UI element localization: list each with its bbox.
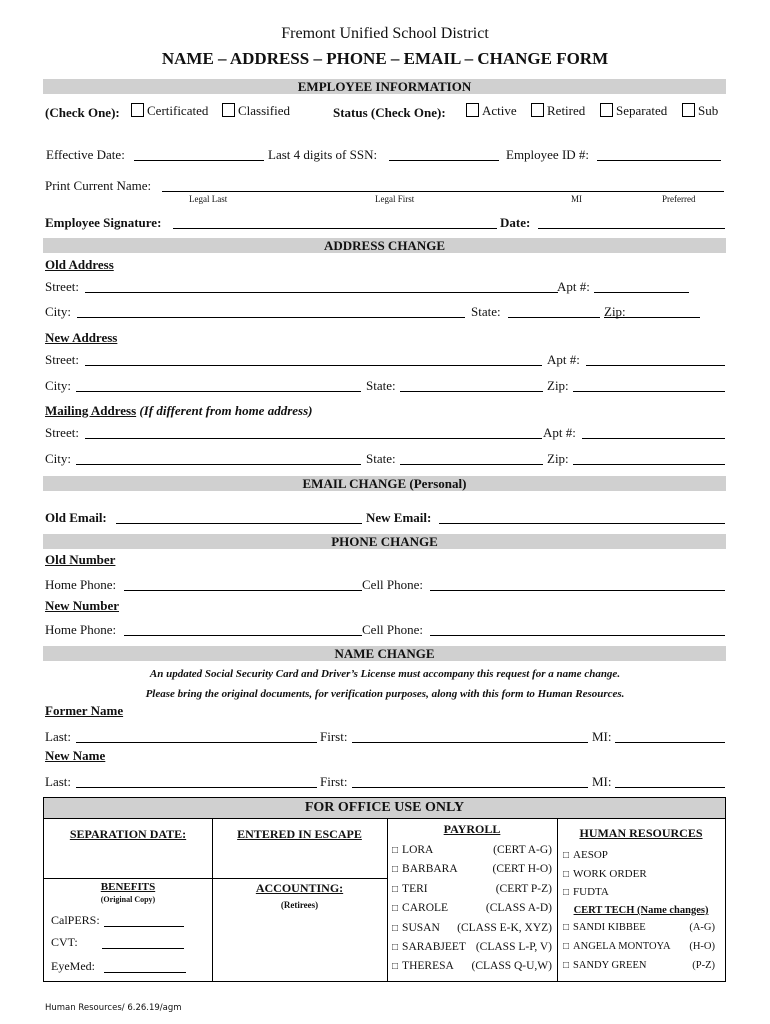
office-use-table bbox=[43, 797, 726, 982]
print-name-field[interactable] bbox=[162, 191, 724, 192]
new-number-heading: New Number bbox=[45, 598, 120, 613]
mi-caption: MI bbox=[571, 194, 582, 204]
name-change-note-2: Please bring the original documents, for verification purposes, along with this form to Human Resources. bbox=[145, 688, 625, 700]
payroll-item-teri-range: (CERT P-Z) bbox=[495, 882, 552, 895]
old-address-heading: Old Address bbox=[45, 257, 114, 272]
payroll-item-sarabjeet-label: SARABJEET bbox=[402, 941, 466, 953]
entered-in-escape-label: ENTERED IN ESCAPE bbox=[237, 827, 362, 841]
payroll-item-carole[interactable] bbox=[392, 902, 552, 914]
new-email-field[interactable] bbox=[439, 523, 725, 524]
new-apt-field[interactable] bbox=[586, 365, 725, 366]
payroll-item-sarabjeet-range: (CLASS L-P, V) bbox=[475, 941, 552, 953]
new-city-field[interactable] bbox=[76, 391, 361, 392]
accounting-heading: ACCOUNTING: bbox=[255, 881, 344, 895]
new-home-phone-field[interactable] bbox=[124, 635, 362, 636]
payroll-item-carole-label: CAROLE bbox=[402, 902, 449, 915]
preferred-caption: Preferred bbox=[662, 194, 696, 204]
new-street-label: Street: bbox=[45, 352, 79, 367]
mailing-apt-label: Apt #: bbox=[543, 425, 576, 440]
footer-text: Human Resources/ 6.26.19/agm bbox=[45, 1003, 182, 1013]
payroll-item-susan-label: SUSAN bbox=[402, 921, 440, 934]
employee-id-label: Employee ID #: bbox=[506, 147, 590, 162]
signature-date-label: Date: bbox=[500, 215, 531, 230]
former-last-label: Last: bbox=[45, 729, 71, 744]
payroll-item-lora-range: (CERT A-G) bbox=[493, 844, 552, 856]
new-street-field[interactable] bbox=[85, 365, 542, 366]
old-cell-phone-field[interactable] bbox=[430, 590, 725, 591]
mailing-apt-field[interactable] bbox=[582, 438, 725, 439]
mailing-state-label: State: bbox=[366, 451, 396, 466]
hr-item-fudta[interactable] bbox=[563, 886, 723, 898]
cert-tech-item-sandi-kibbee-label: SANDI KIBBEE bbox=[573, 922, 646, 933]
cert-tech-item-angela-montoya[interactable] bbox=[563, 941, 715, 952]
payroll-item-theresa-range: (CLASS Q-U,W) bbox=[471, 960, 552, 973]
former-first-field[interactable] bbox=[352, 742, 588, 743]
mailing-address-note: (If different from home address) bbox=[139, 403, 313, 418]
cert-tech-item-sandy-green[interactable] bbox=[563, 960, 715, 971]
former-mi-field[interactable] bbox=[615, 742, 725, 743]
payroll-item-susan-range: (CLASS E-K, XYZ) bbox=[457, 921, 552, 934]
hr-item-fudta-label: FUDTA bbox=[573, 886, 609, 898]
mailing-city-label: City: bbox=[45, 451, 72, 466]
old-apt-field[interactable] bbox=[594, 292, 689, 293]
mailing-state-field[interactable] bbox=[400, 464, 543, 465]
classified-option[interactable] bbox=[222, 103, 290, 119]
cert-tech-heading: CERT TECH (Name changes) bbox=[573, 905, 709, 916]
separated-checkbox[interactable] bbox=[600, 103, 613, 117]
name-change-band: NAME CHANGE bbox=[43, 646, 726, 661]
old-state-label: State: bbox=[471, 304, 501, 319]
district-title: Fremont Unified School District bbox=[281, 25, 489, 42]
email-change-band: EMAIL CHANGE (Personal) bbox=[43, 476, 726, 491]
cert-tech-item-angela-montoya-label: ANGELA MONTOYA bbox=[573, 941, 671, 952]
payroll-item-carole-range: (CLASS A-D) bbox=[485, 902, 552, 915]
status-label: Status (Check One): bbox=[333, 105, 446, 120]
active-label: Active bbox=[482, 103, 517, 118]
hr-heading: HUMAN RESOURCES bbox=[579, 826, 703, 840]
old-home-phone-label: Home Phone: bbox=[45, 577, 117, 592]
new-apt-label: Apt #: bbox=[547, 352, 580, 367]
sub-checkbox[interactable] bbox=[682, 103, 695, 117]
new-city-label: City: bbox=[45, 378, 72, 393]
cvt-label: CVT: bbox=[51, 935, 78, 949]
old-zip-field[interactable] bbox=[604, 317, 700, 318]
hr-item-aesop[interactable] bbox=[563, 849, 723, 861]
payroll-item-susan[interactable] bbox=[392, 922, 552, 934]
certificated-option[interactable] bbox=[131, 103, 208, 119]
signature-label: Employee Signature: bbox=[45, 215, 162, 230]
cert-tech-item-sandi-kibbee-range: (A-G) bbox=[689, 922, 715, 933]
mailing-street-label: Street: bbox=[45, 425, 79, 440]
hr-item-work-order[interactable] bbox=[563, 868, 723, 880]
new-name-heading: New Name bbox=[45, 748, 106, 763]
payroll-item-sarabjeet[interactable] bbox=[392, 941, 552, 953]
cert-tech-item-angela-montoya-range: (H-O) bbox=[689, 941, 715, 952]
payroll-item-lora-label: LORA bbox=[402, 844, 434, 856]
benefits-subheading: (Original Copy) bbox=[100, 895, 156, 904]
name-change-note-1: An updated Social Security Card and Driver’s License must accompany this request for a name change. bbox=[149, 668, 621, 680]
new-last-field[interactable] bbox=[76, 787, 317, 788]
sub-option[interactable] bbox=[682, 103, 718, 119]
calpers-field[interactable] bbox=[104, 926, 184, 927]
new-home-phone-label: Home Phone: bbox=[45, 622, 117, 637]
certificated-checkbox[interactable] bbox=[131, 103, 144, 117]
new-cell-phone-label: Cell Phone: bbox=[362, 622, 424, 637]
new-mi-label: MI: bbox=[592, 774, 612, 789]
payroll-item-barbara[interactable] bbox=[392, 863, 552, 875]
old-city-label: City: bbox=[45, 304, 72, 319]
sub-label: Sub bbox=[698, 103, 719, 118]
legal-last-caption: Legal Last bbox=[189, 194, 228, 204]
phone-change-band: PHONE CHANGE bbox=[43, 534, 726, 549]
benefits-heading: BENEFITS bbox=[100, 881, 156, 893]
cert-tech-item-sandi-kibbee[interactable] bbox=[563, 922, 715, 933]
old-email-field[interactable] bbox=[116, 523, 362, 524]
form-title: NAME – ADDRESS – PHONE – EMAIL – CHANGE FORM bbox=[161, 49, 609, 68]
payroll-item-theresa-label: THERESA bbox=[402, 960, 454, 973]
mailing-zip-field[interactable] bbox=[573, 464, 725, 465]
former-mi-label: MI: bbox=[592, 729, 612, 744]
payroll-heading: PAYROLL bbox=[443, 822, 501, 836]
new-last-label: Last: bbox=[45, 774, 71, 789]
old-zip-label: Zip: bbox=[604, 304, 626, 319]
new-mi-field[interactable] bbox=[615, 787, 725, 788]
new-state-field[interactable] bbox=[400, 391, 543, 392]
old-email-label: Old Email: bbox=[45, 510, 107, 525]
legal-first-caption: Legal First bbox=[375, 194, 415, 204]
active-option[interactable] bbox=[466, 103, 517, 119]
effective-date-field[interactable] bbox=[134, 160, 264, 161]
new-zip-label: Zip: bbox=[547, 378, 569, 393]
new-cell-phone-field[interactable] bbox=[430, 635, 725, 636]
former-name-heading: Former Name bbox=[45, 703, 124, 718]
classified-label: Classified bbox=[238, 103, 290, 118]
office-use-title: FOR OFFICE USE ONLY bbox=[44, 798, 725, 819]
signature-field[interactable] bbox=[173, 228, 497, 229]
mailing-zip-label: Zip: bbox=[547, 451, 569, 466]
cert-tech-item-sandy-green-label: SANDY GREEN bbox=[573, 960, 647, 971]
new-first-field[interactable] bbox=[352, 787, 588, 788]
employee-id-field[interactable] bbox=[597, 160, 721, 161]
new-state-label: State: bbox=[366, 378, 396, 393]
old-city-field[interactable] bbox=[77, 317, 465, 318]
mailing-street-field[interactable] bbox=[85, 438, 542, 439]
active-checkbox[interactable] bbox=[466, 103, 479, 117]
new-zip-field[interactable] bbox=[573, 391, 725, 392]
effective-date-label: Effective Date: bbox=[46, 147, 125, 162]
payroll-item-barbara-range: (CERT H-O) bbox=[492, 863, 552, 876]
separated-label: Separated bbox=[616, 103, 668, 118]
cert-tech-item-sandy-green-range: (P-Z) bbox=[692, 960, 715, 971]
payroll-item-teri[interactable] bbox=[392, 883, 552, 895]
mailing-address-title: Mailing Address bbox=[45, 403, 137, 418]
old-street-field[interactable] bbox=[85, 292, 558, 293]
payroll-item-theresa[interactable] bbox=[392, 960, 552, 972]
eyemed-label: EyeMed: bbox=[51, 959, 95, 973]
old-cell-phone-label: Cell Phone: bbox=[362, 577, 424, 592]
classified-checkbox[interactable] bbox=[222, 103, 235, 117]
certificated-label: Certificated bbox=[147, 103, 209, 118]
separated-option[interactable] bbox=[600, 103, 667, 119]
mailing-city-field[interactable] bbox=[76, 464, 361, 465]
new-address-heading: New Address bbox=[45, 330, 118, 345]
mailing-address-heading bbox=[45, 403, 312, 419]
retired-option[interactable] bbox=[531, 103, 585, 119]
old-street-label: Street: bbox=[45, 279, 79, 294]
payroll-item-teri-label: TERI bbox=[402, 882, 428, 895]
accounting-subheading: (Retirees) bbox=[280, 900, 319, 910]
separation-date-label: SEPARATION DATE: bbox=[69, 827, 187, 841]
old-number-heading: Old Number bbox=[45, 552, 116, 567]
former-last-field[interactable] bbox=[76, 742, 317, 743]
signature-date-field[interactable] bbox=[538, 228, 725, 229]
hr-item-work-order-label: WORK ORDER bbox=[573, 867, 647, 880]
former-first-label: First: bbox=[320, 729, 348, 744]
old-state-field[interactable] bbox=[508, 317, 600, 318]
print-name-label: Print Current Name: bbox=[45, 178, 152, 193]
cvt-field[interactable] bbox=[102, 948, 184, 949]
eyemed-field[interactable] bbox=[104, 972, 186, 973]
old-home-phone-field[interactable] bbox=[124, 590, 362, 591]
check-one-label: (Check One): bbox=[45, 105, 120, 120]
ssn-label: Last 4 digits of SSN: bbox=[268, 147, 378, 162]
employee-info-band: EMPLOYEE INFORMATION bbox=[43, 79, 726, 94]
address-change-band: ADDRESS CHANGE bbox=[43, 238, 726, 253]
payroll-item-lora[interactable] bbox=[392, 844, 552, 856]
new-email-label: New Email: bbox=[366, 510, 432, 525]
retired-label: Retired bbox=[547, 103, 586, 118]
ssn-field[interactable] bbox=[389, 160, 499, 161]
payroll-item-barbara-label: BARBARA bbox=[402, 863, 458, 876]
hr-item-aesop-label: AESOP bbox=[573, 849, 608, 861]
retired-checkbox[interactable] bbox=[531, 103, 544, 117]
calpers-label: CalPERS: bbox=[51, 913, 100, 927]
old-apt-label: Apt #: bbox=[557, 279, 590, 294]
new-first-label: First: bbox=[320, 774, 348, 789]
